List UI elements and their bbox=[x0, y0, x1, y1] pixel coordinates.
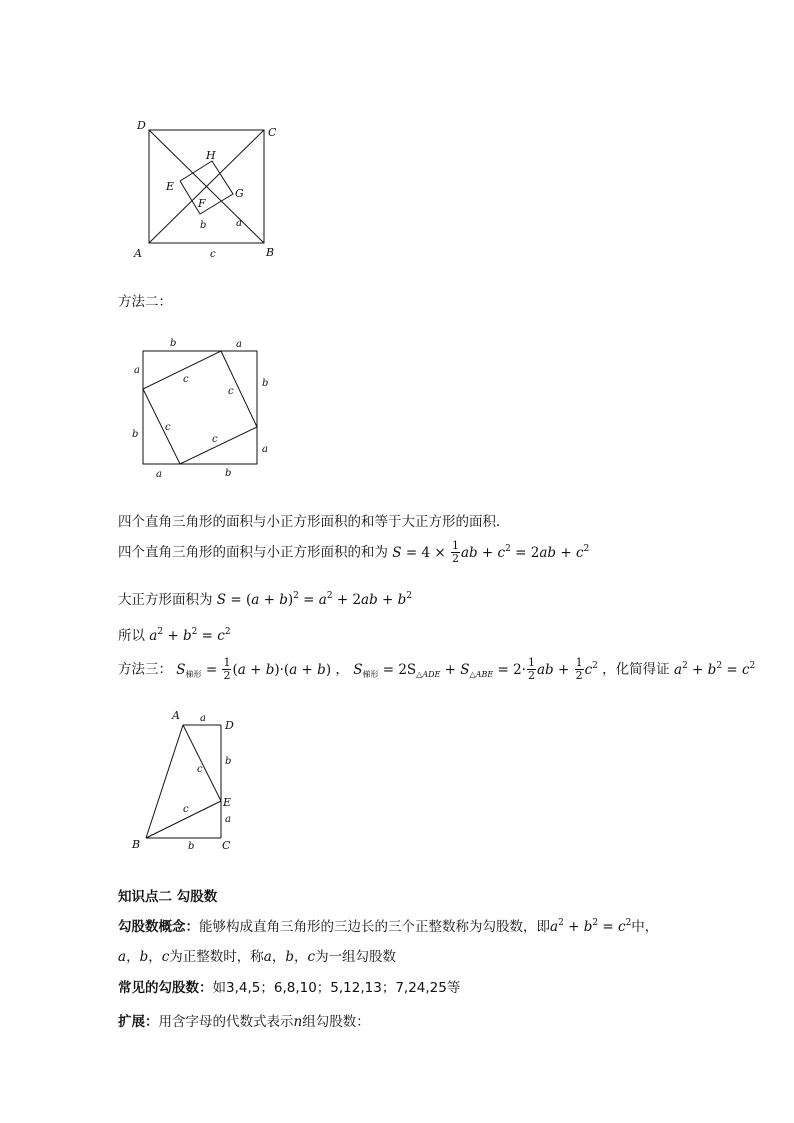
side-label-b: b bbox=[170, 338, 177, 349]
formula-pythagoras: $a^2 + b^2 = c^2$ bbox=[673, 660, 756, 678]
extend-text: 用含字母的代数式表示 bbox=[158, 1014, 294, 1030]
formula-trapezoid-sum: $S_{梯形} = 2S_{\triangle ADE} + S_{\triangle ABE} = 2\cdot$ $\frac{1}{2}$ ab + $\frac{1}{2}$ $c^2$ bbox=[353, 656, 598, 682]
side-label-a: a bbox=[236, 339, 242, 350]
left-edge bbox=[146, 725, 183, 838]
vertex-label-b: B bbox=[132, 838, 141, 851]
vertex-label-a: A bbox=[134, 247, 142, 260]
vertex-label-d: D bbox=[225, 719, 234, 732]
method2-heading: 方法二： bbox=[118, 294, 172, 310]
side-label-a: a bbox=[262, 444, 268, 455]
formula-big-square: $S = (a + b)^2 = a^2 + 2ab + b^2$ bbox=[216, 591, 413, 608]
section-title: 知识点二 勾股数 bbox=[118, 889, 218, 905]
method3-heading: 方法三： bbox=[118, 661, 172, 678]
side-label-a: a bbox=[200, 713, 206, 724]
side-label-b: b bbox=[132, 429, 139, 440]
separator: ，化简得证 bbox=[602, 661, 670, 678]
vertex-label-b: B bbox=[266, 246, 275, 259]
concept-line2: a，b，c为正整数时，称a，b，c为一组勾股数 bbox=[118, 949, 397, 965]
side-label-c: c bbox=[197, 764, 203, 775]
vertex-label-e: E bbox=[166, 180, 175, 193]
segment-ae bbox=[183, 725, 221, 801]
side-label-a: a bbox=[225, 814, 231, 825]
side-label-c: c bbox=[212, 434, 218, 445]
figure-inner-square-diagram bbox=[125, 115, 295, 265]
concept-label: 勾股数概念： bbox=[118, 919, 199, 935]
formula-pythagoras: $a^2 + b^2 = c^2$ bbox=[550, 918, 632, 935]
vertex-label-a: A bbox=[172, 709, 180, 722]
subscript: 梯形 bbox=[362, 669, 379, 679]
side-label-b: b bbox=[262, 378, 269, 389]
side-label-a: a bbox=[236, 218, 242, 229]
side-label-b: b bbox=[225, 756, 232, 767]
vertex-label-f: F bbox=[198, 197, 206, 210]
side-label-a: a bbox=[134, 365, 140, 376]
method2-line3 bbox=[118, 588, 412, 608]
side-label-c: c bbox=[183, 374, 189, 385]
extend-label: 扩展： bbox=[118, 1014, 159, 1030]
common-label: 常见的勾股数： bbox=[118, 980, 213, 996]
concept-text: 为一组勾股数 bbox=[315, 949, 397, 965]
formula-small-sum: S = 4 × $\frac{1}{2}$ ab + $c^2 = 2ab + c^2$ bbox=[392, 539, 590, 565]
side-label-b: b bbox=[200, 220, 207, 231]
vertex-label-g: G bbox=[235, 187, 244, 200]
concept-line1 bbox=[118, 915, 658, 935]
figure-tilted-square-diagram bbox=[125, 332, 285, 482]
side-label-c: c bbox=[165, 422, 171, 433]
line-prefix: 所以 bbox=[118, 628, 145, 644]
side-label-c: c bbox=[210, 249, 216, 260]
method2-line2 bbox=[118, 540, 589, 565]
variable-n: n bbox=[293, 1014, 303, 1030]
concept-text: 能够构成直角三角形的三边长的三个正整数称为勾股数，即 bbox=[199, 919, 550, 935]
vertex-label-h: H bbox=[206, 149, 216, 162]
formula-trapezoid-area: $S_{梯形}$ = $\frac{1}{2}$ (a + b)·(a + b) bbox=[176, 656, 332, 682]
line-prefix: 四个直角三角形的面积与小正方形面积的和为 bbox=[118, 544, 388, 561]
extend-text: 组勾股数： bbox=[302, 1014, 370, 1030]
separator: ， bbox=[335, 661, 349, 678]
concept-text: 为正整数时，称 bbox=[169, 949, 264, 965]
subscript: 梯形 bbox=[185, 669, 202, 679]
concept-text: 中， bbox=[631, 919, 659, 935]
outer-square bbox=[143, 351, 257, 464]
common-triples-line bbox=[118, 976, 460, 996]
vertex-label-c: C bbox=[222, 839, 231, 852]
method2-line4 bbox=[118, 624, 231, 644]
side-label-c: c bbox=[228, 386, 234, 397]
common-text: 如3,4,5；6,8,10；5,12,13；7,24,25等 bbox=[212, 980, 461, 996]
vertex-label-c: C bbox=[268, 126, 277, 139]
figure-trapezoid-diagram bbox=[125, 705, 255, 855]
side-label-b: b bbox=[225, 468, 232, 479]
formula-pythagoras: $a^2 + b^2 = c^2$ bbox=[149, 627, 231, 644]
side-label-c: c bbox=[183, 804, 189, 815]
side-label-b: b bbox=[188, 841, 195, 852]
vertex-label-d: D bbox=[137, 119, 146, 132]
extension-line bbox=[118, 1010, 370, 1030]
side-label-a: a bbox=[156, 469, 162, 480]
method2-line1: 四个直角三角形的面积与小正方形面积的和等于大正方形的面积． bbox=[118, 514, 510, 530]
line-prefix: 大正方形面积为 bbox=[118, 592, 213, 608]
tilted-square bbox=[143, 351, 257, 464]
vertex-label-e: E bbox=[223, 796, 232, 809]
method3-line bbox=[118, 657, 755, 682]
